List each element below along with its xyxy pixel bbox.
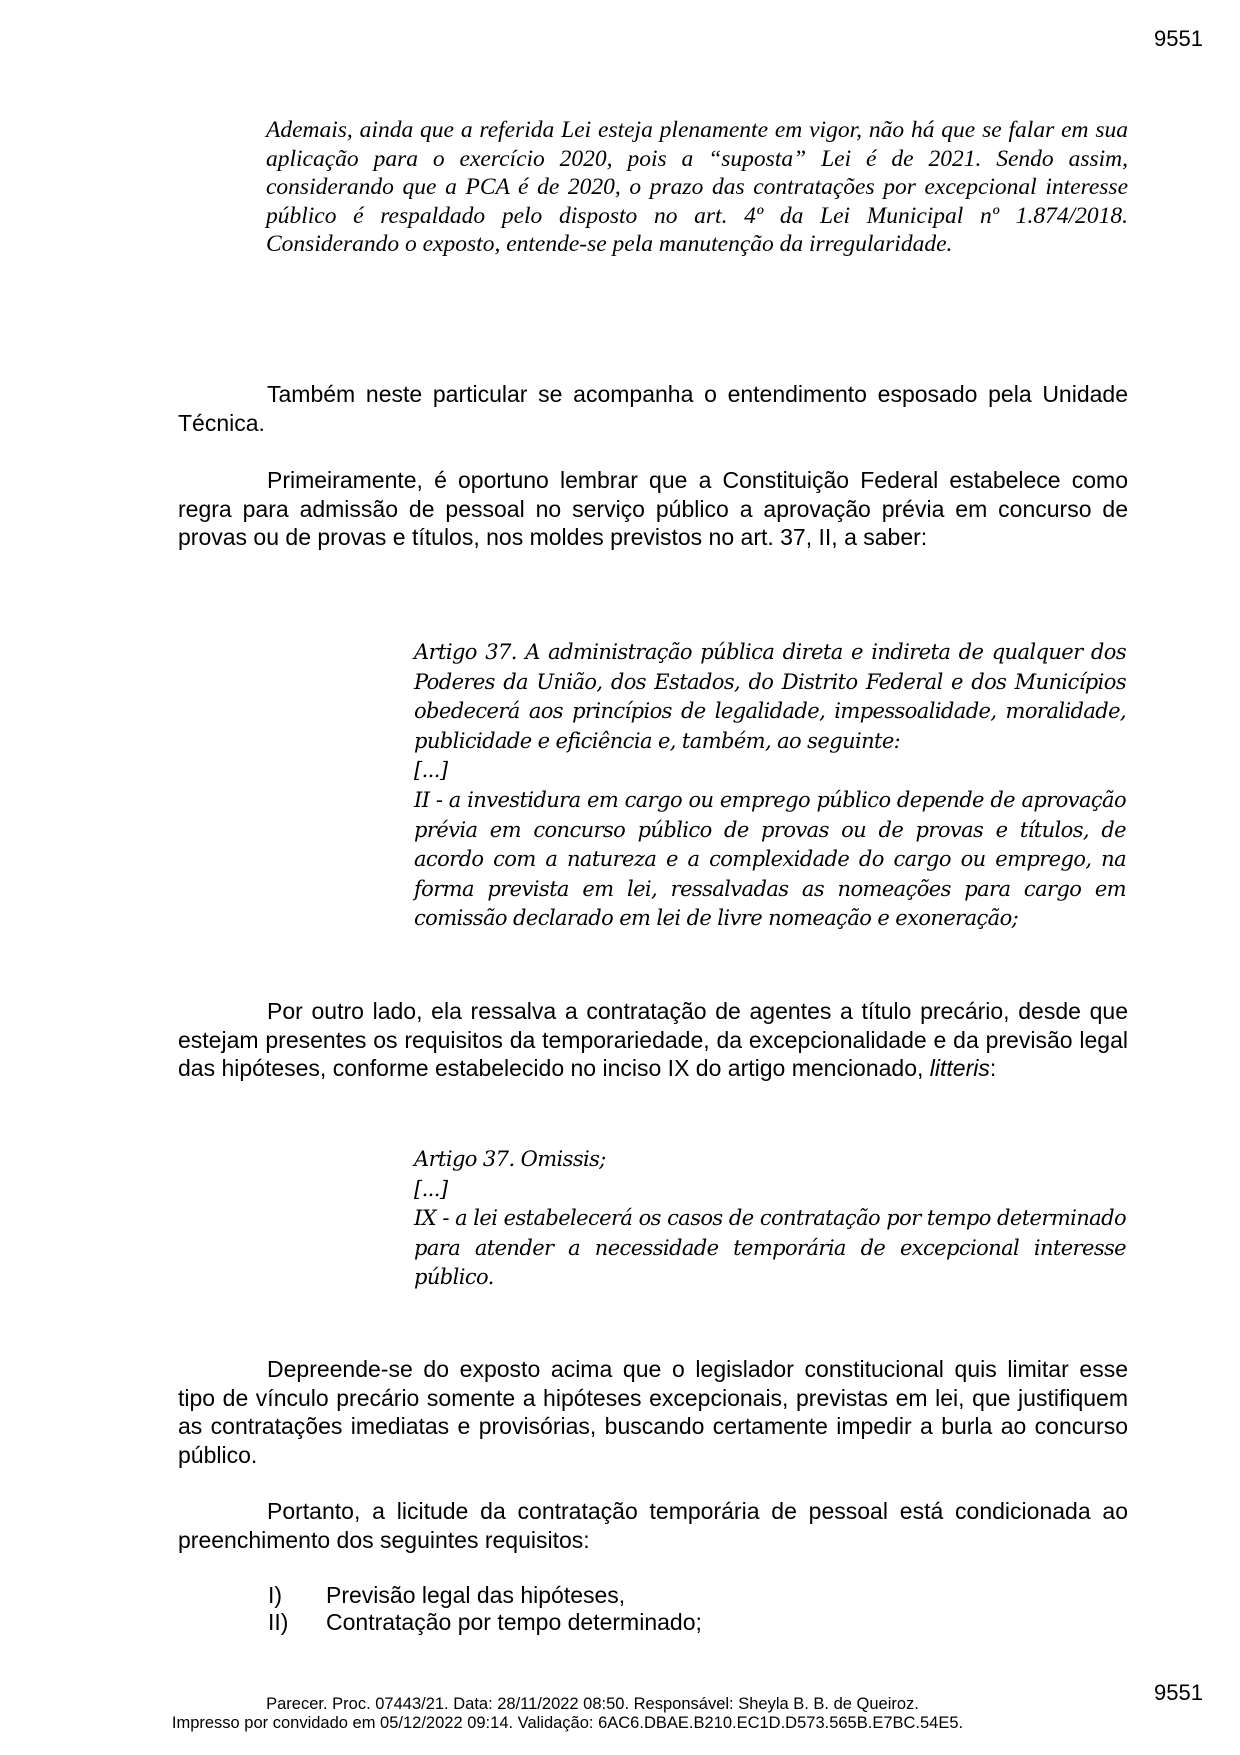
footer <box>0 1695 1240 1732</box>
article-ellipsis: [...] <box>414 758 448 783</box>
page-number-bottom: 9551 <box>1154 1680 1203 1705</box>
paragraph-agreement <box>178 380 1128 437</box>
technical-unit-quote: Ademais, ainda que a referida Lei esteja plenamente em vigor, não há que se falar em sua aplicação para o exercício 2020, pois a “suposta” Lei é de 2021. Sendo assim, considerando que a PCA é de 2020, o prazo das contratações por excepcional interesse público é respaldado pelo disposto no art. 4º da Lei Municipal nº 1.874/2018. Considerando o exposto, entende-se pela manutenção da irregularidade. <box>266 117 1128 258</box>
paragraph-constitution-rule <box>178 466 1128 552</box>
paragraph-text: Depreende-se do exposto acima que o legislador constitucional quis limitar esse tipo de vínculo precário somente a hipóteses excepcionais, previstas em lei, que justifiquem as contratações imediatas e provisórias, buscando certamente impedir a burla ao concurso público. <box>178 1356 1128 1468</box>
paragraph-text: Também neste particular se acompanha o entendimento esposado pela Unidade Técnica. <box>178 381 1128 436</box>
paragraph-italic-term: litteris <box>929 1055 990 1081</box>
paragraph-text: Por outro lado, ela ressalva a contratação de agentes a título precário, desde que estejam presentes os requisitos da temporariedade, da excepcionalidade e da previsão legal das hipóteses, conforme estabelecido no inciso IX do artigo mencionado, <box>178 998 1128 1081</box>
list-item-text: Previsão legal das hipóteses, <box>326 1582 626 1608</box>
article-37-II-quote <box>414 638 1126 934</box>
paragraph-requirements-intro <box>178 1497 1128 1554</box>
list-marker: I) <box>268 1582 283 1608</box>
article-inciso: IX - a lei estabelecerá os casos de contratação por tempo determinado para atender a necessidade temporária de excepcional interesse público. <box>414 1206 1126 1290</box>
list-marker: II) <box>268 1609 289 1635</box>
article-head: Artigo 37. Omissis; <box>414 1147 606 1171</box>
footer-validation-info: Impresso por convidado em 05/12/2022 09:14. Validação: 6AC6.DBAE.B210.EC1D.D573.565B.E7BC.54E5. <box>171 1713 964 1732</box>
article-37-IX-quote <box>414 1145 1126 1293</box>
article-head: Artigo 37. A administração pública direta e indireta de qualquer dos Poderes da União, dos Estados, do Distrito Federal e dos Municípios obedecerá aos princípios de legalidade, impessoalidade, moralidade, publicidade e eficiência e, também, ao seguinte: <box>414 640 1126 753</box>
list-item <box>268 1582 702 1609</box>
paragraph-text: Portanto, a licitude da contratação temporária de pessoal está condicionada ao preenchimento dos seguintes requisitos: <box>178 1498 1128 1553</box>
article-inciso: II - a investidura em cargo ou emprego público depende de aprovação prévia em concurso público de provas ou de provas e títulos, de acordo com a natureza e a complexidade do cargo ou emprego, na forma prevista em lei, ressalvadas as nomeações para cargo em comissão declarado em lei de livre nomeação e exoneração; <box>414 787 1126 931</box>
article-ellipsis: [...] <box>414 1176 448 1201</box>
list-item <box>268 1609 702 1636</box>
paragraph-exception <box>178 997 1128 1083</box>
paragraph-text: Primeiramente, é oportuno lembrar que a Constituição Federal estabelece como regra para admissão de pessoal no serviço público a aprovação prévia em concurso de provas ou de provas e títulos, nos moldes previstos no art. 37, II, a saber: <box>178 467 1128 550</box>
paragraph-legislator-intent <box>178 1355 1128 1469</box>
paragraph-punct: : <box>989 1055 997 1081</box>
page-number-top: 9551 <box>1154 26 1203 51</box>
list-item-text: Contratação por tempo determinado; <box>326 1609 702 1635</box>
requirements-list <box>268 1582 702 1636</box>
footer-process-info: Parecer. Proc. 07443/21. Data: 28/11/2022 08:50. Responsável: Sheyla B. B. de Queiroz. <box>266 1695 919 1713</box>
